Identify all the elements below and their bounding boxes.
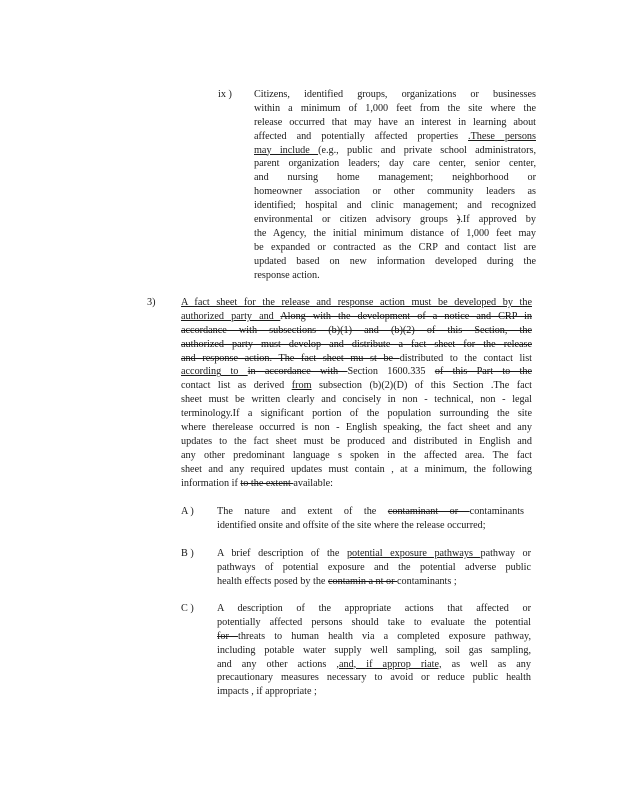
text-run: A brief description of the — [217, 548, 347, 559]
text-line — [254, 88, 536, 102]
text-line — [217, 616, 531, 630]
text-run: and any other actions , — [217, 658, 339, 670]
text-run: including potable water supply well sampling, soil gas sampling, — [217, 644, 531, 656]
text-run: environmental or citizen advisory groups — [254, 214, 457, 226]
text-run: identified onsite and offsite of the site where the release occurred; — [217, 519, 486, 531]
text-run: parent organization leaders; day care center, senior center, — [254, 158, 536, 170]
text-run: terminology.If a significant portion of the population surrounding the site — [181, 408, 532, 420]
text-line — [217, 658, 531, 672]
text-line — [254, 157, 536, 171]
text-line — [254, 199, 536, 213]
section-3-text — [181, 296, 532, 490]
text-run: the Agency, the initial minimum distance of 1,000 feet may — [254, 227, 536, 239]
text-run: potentially affected persons should take to evaluate the potential — [217, 616, 531, 628]
text-run: response action. — [254, 269, 320, 281]
text-line — [181, 379, 532, 393]
text-run: in accordance with — [247, 366, 348, 378]
text-run: of this Part to the — [434, 366, 532, 378]
text-run: may include — [254, 144, 319, 156]
text-run: within a minimum of 1,000 feet from the site where the — [254, 102, 536, 114]
text-run: subsection (b)(2)(D) of this Section .The fact — [311, 380, 533, 392]
text-run: (e.g., public and private school administrators, — [318, 144, 536, 156]
text-run: contamin a nt or — [328, 575, 398, 587]
text-run: distributed to the contact list — [399, 352, 532, 364]
text-line — [254, 213, 536, 227]
text-line — [217, 630, 531, 644]
item-c-label: C ) — [181, 603, 194, 614]
text-line — [181, 365, 532, 379]
text-line — [217, 685, 531, 699]
text-run: any other predominant language s spoken in the affected area. The fact — [181, 449, 532, 461]
text-run: to the extent — [240, 477, 294, 489]
text-run: The nature and extent of the — [217, 506, 388, 517]
text-line — [254, 116, 536, 130]
item-ix-text — [254, 88, 536, 282]
text-run: precautionary measures necessary to avoid or reduce public health — [217, 672, 531, 684]
text-run: and, if approp riate, — [338, 658, 442, 670]
text-run: sheet and any required updates must contain , at a minimum, the following — [181, 463, 532, 475]
text-run: from — [291, 380, 312, 392]
text-line — [217, 547, 531, 561]
text-line — [181, 352, 532, 366]
text-run: where therelease occurred is non - English speaking, the fact sheet and any — [181, 422, 532, 434]
item-b-text — [217, 547, 531, 589]
text-run: homeowner association or other community leaders as — [254, 186, 536, 198]
text-line — [217, 519, 524, 533]
text-run: and response action. The fact sheet mu st be — [181, 352, 400, 364]
text-line — [217, 644, 531, 658]
text-line — [217, 505, 524, 519]
text-line — [181, 296, 532, 310]
text-run: updated based on new information developed during the — [254, 255, 536, 267]
text-line — [254, 269, 536, 283]
text-run: as well as any — [441, 658, 531, 670]
text-run: .If approved by — [460, 214, 536, 226]
text-line — [217, 561, 531, 575]
item-c-text — [217, 602, 531, 699]
text-run: identified; hospital and clinic management; and recognized — [254, 200, 536, 212]
text-run: authorized party must develop and distribute a fact sheet for the release — [181, 338, 532, 350]
item-b-label: B ) — [181, 548, 194, 559]
text-line — [254, 102, 536, 116]
text-line — [217, 671, 531, 685]
text-run: impacts , if appropriate ; — [217, 686, 317, 698]
text-run: Citizens, identified groups, organizations or businesses — [254, 89, 536, 100]
text-run: according to — [181, 366, 248, 378]
text-line — [181, 393, 532, 407]
text-run: contaminant or — [387, 506, 470, 517]
text-line — [181, 407, 532, 421]
text-run: accordance with subsections (b)(1) and (b)(2) of this Section, the — [181, 324, 532, 336]
item-a-text — [217, 505, 524, 533]
text-run: and nursing home management; neighborhood or — [254, 172, 536, 184]
text-run: sheet must be written clearly and concisely in non - technical, non - legal — [181, 394, 532, 406]
text-run: authorized party and — [181, 310, 281, 322]
text-run: contaminants ; — [397, 575, 457, 587]
text-run: Along with the development of a notice and CRP in — [280, 310, 532, 322]
text-run: health effects posed by the — [217, 575, 328, 587]
text-run: pathway or — [480, 548, 532, 559]
text-run: threats to human health via a completed exposure pathway, — [237, 630, 531, 642]
text-run: Section 1600.335 — [347, 366, 435, 378]
text-run: potential exposure pathways — [346, 548, 481, 559]
text-run: pathways of potential exposure and the potential adverse public — [217, 561, 531, 573]
text-run: contact list as derived — [181, 380, 292, 392]
text-line — [254, 185, 536, 199]
text-run: A fact sheet for the release and response action must be developed by the — [181, 297, 532, 308]
text-line — [181, 310, 532, 324]
text-run: contaminants — [469, 506, 524, 517]
text-line — [181, 477, 532, 491]
text-line — [181, 449, 532, 463]
text-run: available: — [293, 477, 333, 489]
item-ix-label: ix ) — [218, 89, 232, 100]
text-line — [254, 171, 536, 185]
text-line — [254, 227, 536, 241]
text-line — [181, 324, 532, 338]
text-run: updates to the fact sheet must be produced and distributed in English and — [181, 435, 532, 447]
item-a-label: A ) — [181, 506, 194, 517]
text-line — [254, 255, 536, 269]
text-line — [254, 241, 536, 255]
text-line — [254, 130, 536, 144]
text-line — [217, 575, 531, 589]
section-3-label: 3) — [147, 297, 156, 308]
text-run: A description of the appropriate actions that affected or — [217, 603, 531, 614]
text-run: release occurred that may have an interest in learning about — [254, 116, 536, 128]
text-line — [181, 463, 532, 477]
text-run: information if — [181, 477, 241, 489]
text-run: be expanded or contracted as the CRP and contact list are — [254, 241, 536, 253]
text-run: ) — [456, 214, 461, 226]
text-line — [181, 435, 532, 449]
text-line — [217, 602, 531, 616]
text-line — [254, 144, 536, 158]
text-line — [181, 421, 532, 435]
text-run: .These persons — [468, 130, 536, 142]
text-line — [181, 338, 532, 352]
text-run: affected and potentially affected properties — [254, 130, 469, 142]
text-run: for — [217, 630, 238, 642]
